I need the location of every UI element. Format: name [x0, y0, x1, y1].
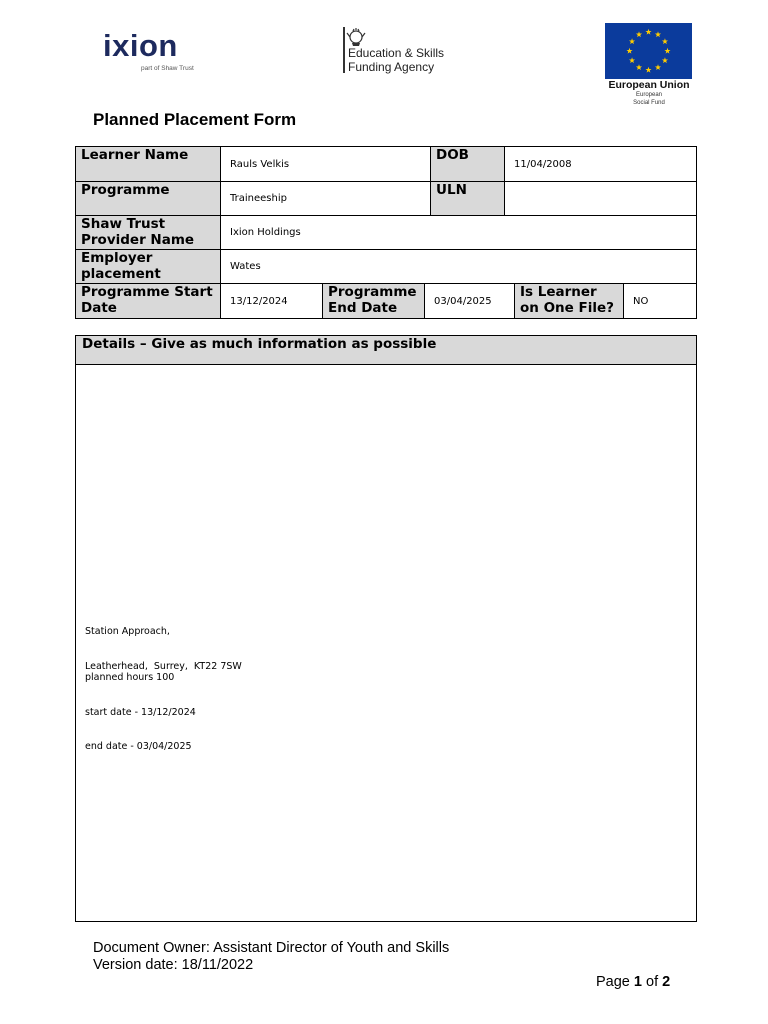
start-date-value: 13/12/2024 [220, 283, 323, 319]
learner-name-value: Rauls Velkis [220, 146, 431, 182]
eu-star-icon [629, 57, 635, 63]
details-header: Details – Give as much information as possible [75, 335, 697, 365]
end-date-line: end date - 03/04/2025 [85, 741, 192, 752]
eu-star-icon [645, 67, 651, 73]
eu-subtitle [602, 92, 696, 107]
version-date: Version date: 18/11/2022 [93, 957, 254, 973]
learner-name-label: Learner Name [75, 146, 221, 182]
ixion-logo-tagline: part of Shaw Trust [141, 65, 194, 72]
royal-crest-icon [345, 27, 367, 47]
onefile-label-line1: Is Learner [520, 284, 597, 300]
address-line2: Leatherhead, Surrey, KT22 7SW [85, 660, 242, 672]
start-date-label-line2: Date [81, 300, 117, 316]
page-total: 2 [662, 974, 671, 990]
eu-flag-icon [605, 23, 692, 79]
ixion-logo [103, 30, 213, 80]
uln-value [504, 181, 697, 216]
esfa-name-line2: Funding Agency [348, 60, 435, 74]
uln-label: ULN [430, 181, 505, 216]
page-current: 1 [633, 974, 642, 990]
eu-star-icon [655, 31, 661, 37]
onefile-label-line2: on One File? [520, 300, 614, 316]
eu-star-icon [662, 57, 668, 63]
ixion-logo-wordmark: ixion [103, 28, 178, 63]
onefile-label [514, 283, 624, 319]
programme-label: Programme [75, 181, 221, 216]
dob-label: DOB [430, 146, 505, 182]
planned-hours-line: planned hours 100 [85, 672, 175, 683]
eu-star-icon [645, 29, 651, 35]
esfa-name [348, 46, 444, 74]
eu-subtitle-line2: Social Fund [633, 99, 665, 106]
start-date-line: start date - 13/12/2024 [85, 706, 196, 718]
details-schedule [85, 649, 196, 764]
end-date-label [322, 283, 425, 319]
dob-value: 11/04/2008 [504, 146, 697, 182]
document-owner: Document Owner: Assistant Director of Youth and Skills [93, 940, 450, 956]
eu-stars-icon [605, 23, 692, 79]
document-footer [93, 940, 449, 974]
programme-value: Traineeship [220, 181, 431, 216]
eu-star-icon [626, 48, 632, 54]
page-of: of [641, 974, 663, 990]
employer-label-line2: placement [81, 266, 161, 282]
employer-value: Wates [220, 249, 697, 284]
start-date-label [75, 283, 221, 319]
start-date-label-line1: Programme Start [81, 284, 213, 300]
address-line1: Station Approach, [85, 626, 170, 637]
esfa-logo [341, 27, 471, 77]
eu-star-icon [636, 64, 642, 70]
onefile-value: NO [623, 283, 697, 319]
employer-label-line1: Employer [81, 250, 153, 266]
esfa-name-line1: Education & Skills [348, 46, 445, 60]
eu-star-icon [629, 38, 635, 44]
eu-subtitle-line1: European [635, 92, 663, 98]
page-number [596, 974, 670, 991]
eu-title: European Union [608, 79, 690, 91]
end-date-label-line1: Programme [328, 284, 417, 300]
eu-star-icon [664, 48, 670, 54]
eu-logo [602, 22, 696, 112]
provider-label-line2: Provider Name [81, 232, 195, 248]
end-date-label-line2: End Date [328, 300, 398, 316]
provider-value: Ixion Holdings [220, 215, 697, 250]
employer-label [75, 249, 221, 284]
page-prefix: Page [596, 974, 634, 990]
eu-star-icon [662, 38, 668, 44]
eu-star-icon [636, 31, 642, 37]
end-date-value: 03/04/2025 [424, 283, 515, 319]
provider-label [75, 215, 221, 250]
provider-label-line1: Shaw Trust [81, 216, 166, 232]
page-title: Planned Placement Form [93, 110, 297, 129]
eu-star-icon [655, 64, 661, 70]
